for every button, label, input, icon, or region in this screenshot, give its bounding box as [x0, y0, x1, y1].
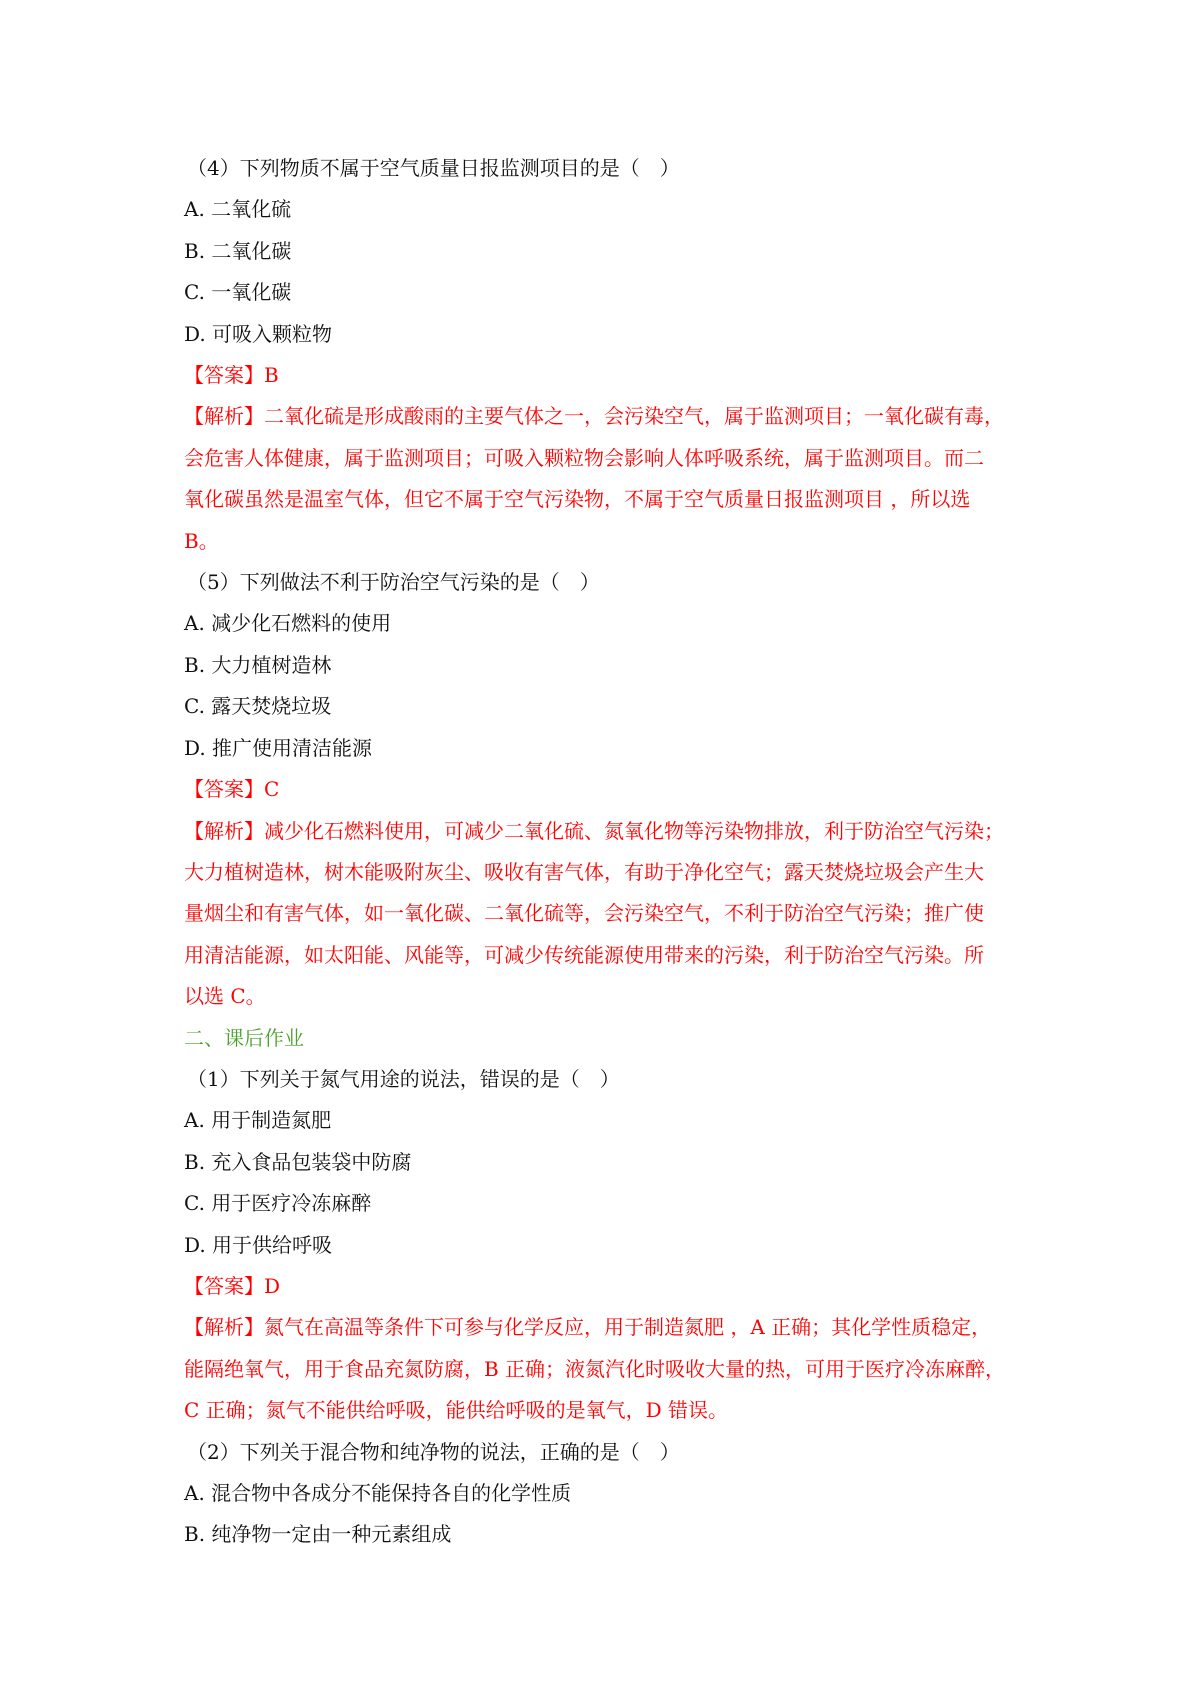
analysis-line: 能隔绝氧气，用于食品充氮防腐，B 正确；液氮汽化时吸收大量的热，可用于医疗冷冻麻醉， [184, 1356, 1006, 1381]
analysis-line: 用清洁能源，如太阳能、风能等，可减少传统能源使用带来的污染，利于防治空气污染。所 [184, 942, 984, 967]
option-b: B. 大力植树造林 [184, 652, 332, 677]
option-a: A. 混合物中各成分不能保持各自的化学性质 [184, 1481, 572, 1505]
option-c: C. 用于医疗冷冻麻醉 [184, 1191, 372, 1216]
option-d: D. 推广使用清洁能源 [184, 735, 373, 760]
option-a: A. 二氧化硫 [184, 197, 292, 222]
answer-label: 【答案】D [184, 1273, 281, 1298]
question-stem: （4）下列物质不属于空气质量日报监测项目的是（ ） [187, 156, 680, 180]
option-d: D. 用于供给呼吸 [184, 1232, 333, 1257]
analysis-line: 以选 C。 [184, 984, 266, 1009]
section-title: 二、课后作业 [184, 1025, 304, 1050]
analysis-line: 【解析】氮气在高温等条件下可参与化学反应，用于制造氮肥 ，A 正确；其化学性质稳定， [184, 1315, 992, 1340]
question-stem: （5）下列做法不利于防治空气污染的是（ ） [187, 570, 600, 595]
analysis-line: 大力植树造林，树木能吸附灰尘、吸收有害气体，有助于净化空气；露天焚烧垃圾会产生大 [184, 859, 984, 884]
analysis-line: 会危害人体健康，属于监测项目；可吸入颗粒物会影响人体呼吸系统，属于监测项目。而二 [184, 445, 984, 470]
question-stem: （1）下列关于氮气用途的说法，错误的是（ ） [187, 1066, 620, 1091]
analysis-line: B。 [184, 528, 219, 553]
option-b: B. 充入食品包装袋中防腐 [184, 1149, 412, 1174]
option-c: C. 一氧化碳 [184, 280, 292, 305]
page-content [184, 148, 1030, 1556]
analysis-line: C 正确；氮气不能供给呼吸，能供给呼吸的是氧气，D 错误。 [184, 1398, 729, 1423]
answer-label: 【答案】B [184, 363, 279, 388]
question-stem: （2）下列关于混合物和纯净物的说法，正确的是（ ） [187, 1439, 680, 1464]
option-b: B. 纯净物一定由一种元素组成 [184, 1522, 452, 1547]
option-a: A. 减少化石燃料的使用 [184, 611, 392, 636]
analysis-line: 【解析】二氧化硫是形成酸雨的主要气体之一，会污染空气，属于监测项目；一氧化碳有毒， [184, 404, 1004, 429]
analysis-line: 量烟尘和有害气体，如一氧化碳、二氧化硫等，会污染空气，不利于防治空气污染；推广使 [184, 901, 984, 926]
analysis-line: 【解析】减少化石燃料使用，可减少二氧化硫、氮氧化物等污染物排放，利于防治空气污染； [184, 818, 1004, 843]
option-c: C. 露天焚烧垃圾 [184, 694, 332, 719]
option-a: A. 用于制造氮肥 [184, 1108, 332, 1133]
analysis-line: 氧化碳虽然是温室气体，但它不属于空气污染物，不属于空气质量日报监测项目 ，所以选 [184, 487, 971, 512]
option-b: B. 二氧化碳 [184, 238, 292, 263]
answer-label: 【答案】C [184, 777, 280, 802]
option-d: D. 可吸入颗粒物 [184, 321, 333, 346]
